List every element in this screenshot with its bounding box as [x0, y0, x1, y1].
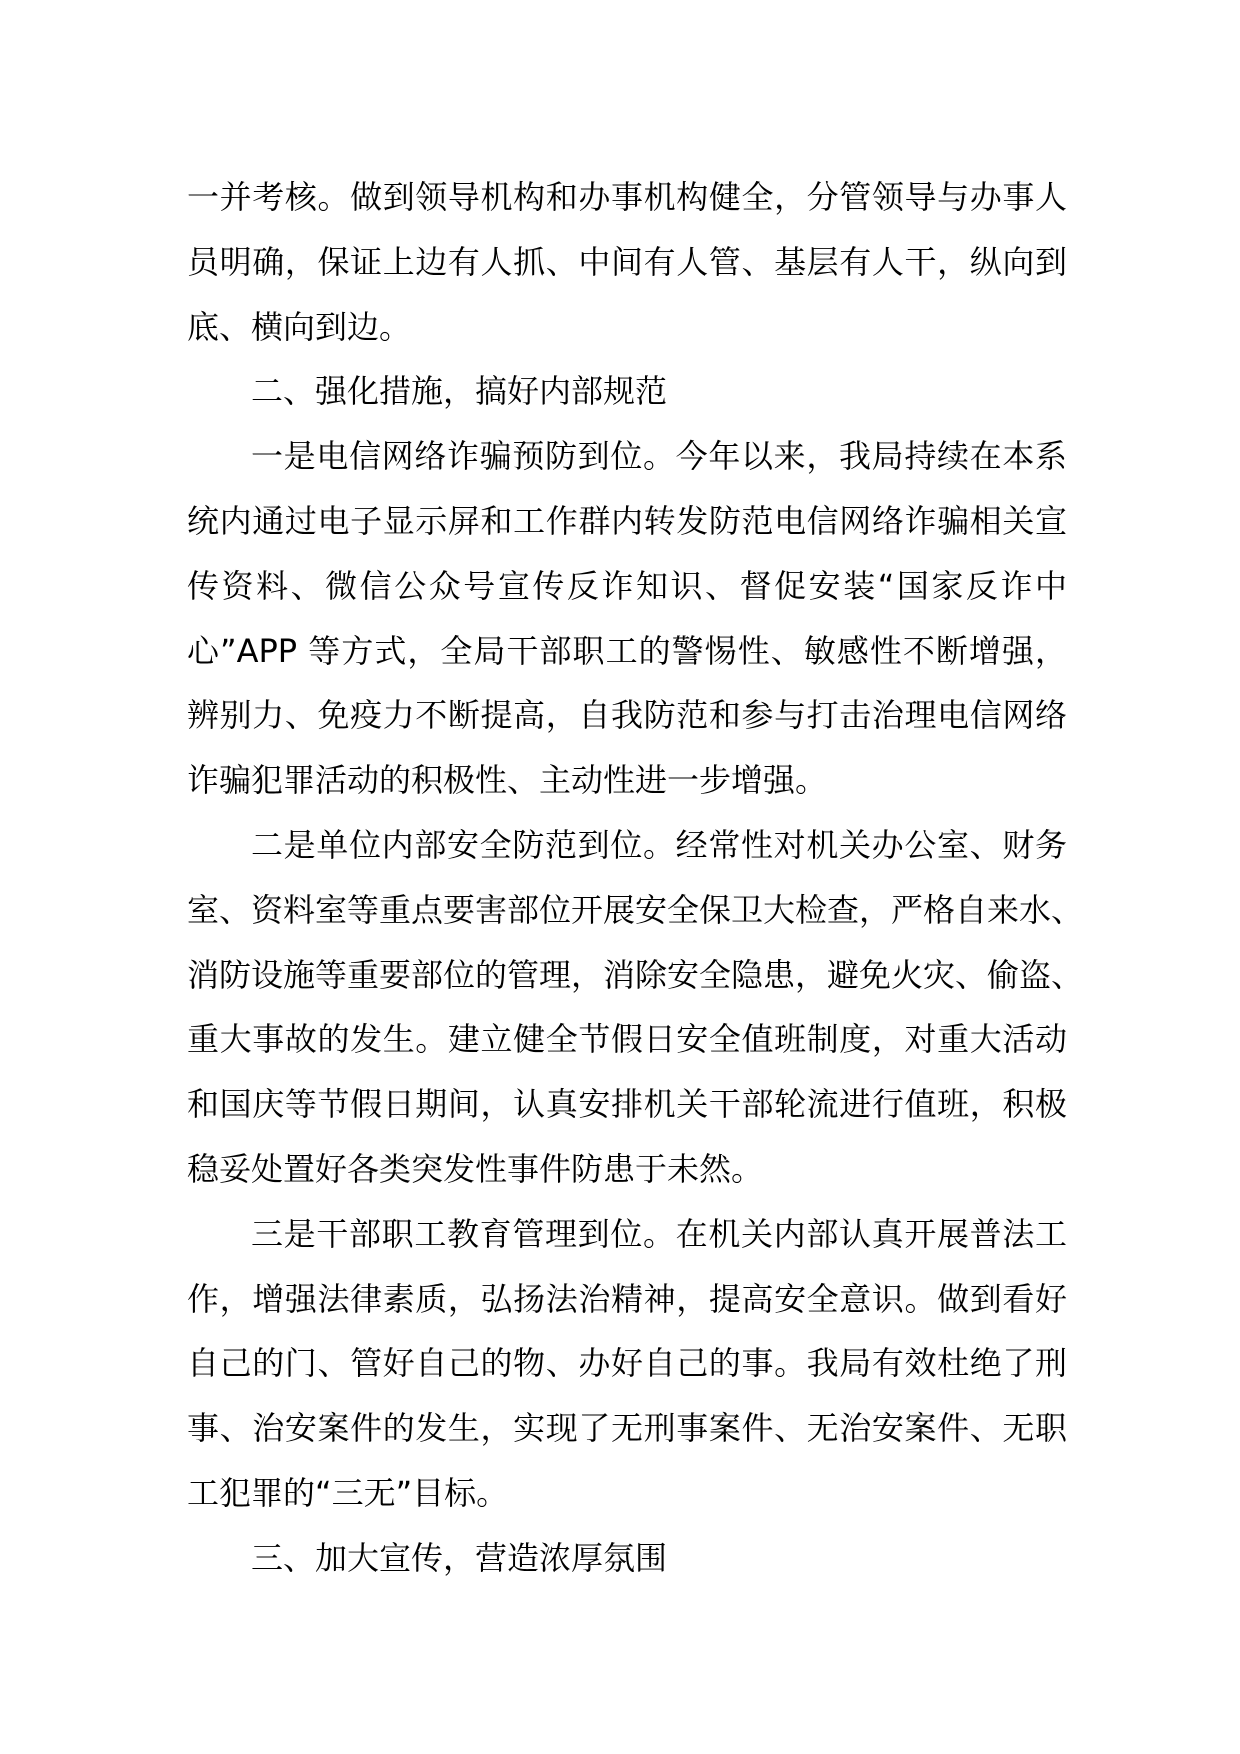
body-line: 员明确，保证上边有人抓、中间有人管、基层有人干，纵向到	[187, 242, 1067, 281]
paragraph-first-line: 一是电信网络诈骗预防到位。今年以来，我局持续在本系	[251, 437, 1067, 476]
paragraph-first-line: 二是单位内部安全防范到位。经常性对机关办公室、财务	[251, 825, 1067, 864]
document-body	[187, 165, 1084, 1591]
body-line: 辨别力、免疫力不断提高，自我防范和参与打击治理电信网络	[187, 696, 1067, 735]
body-line: 传资料、微信公众号宣传反诈知识、督促安装“国家反诈中	[187, 566, 1067, 605]
body-line: 消防设施等重要部位的管理，消除安全隐患，避免火灾、偷盗、	[187, 955, 1084, 994]
body-line: 底、横向到边。	[187, 307, 412, 346]
body-line: 和国庆等节假日期间，认真安排机关干部轮流进行值班，积极	[187, 1085, 1067, 1124]
body-line: 诈骗犯罪活动的积极性、主动性进一步增强。	[187, 761, 828, 800]
body-line: 心”APP 等方式，全局干部职工的警惕性、敏感性不断增强，	[187, 631, 1067, 670]
body-line: 稳妥处置好各类突发性事件防患于未然。	[187, 1149, 764, 1188]
paragraph-first-line: 三是干部职工教育管理到位。在机关内部认真开展普法工	[251, 1214, 1067, 1253]
body-line: 事、治安案件的发生，实现了无刑事案件、无治安案件、无职	[187, 1409, 1067, 1448]
body-line: 重大事故的发生。建立健全节假日安全值班制度，对重大活动	[187, 1020, 1067, 1059]
body-line: 统内通过电子显示屏和工作群内转发防范电信网络诈骗相关宣	[187, 501, 1067, 540]
body-line: 室、资料室等重点要害部位开展安全保卫大检查，严格自来水、	[187, 890, 1084, 929]
body-line: 工犯罪的“三无”目标。	[187, 1473, 509, 1512]
section-heading: 三、加大宣传，营造浓厚氛围	[251, 1538, 668, 1577]
body-line: 作，增强法律素质，弘扬法治精神，提高安全意识。做到看好	[187, 1279, 1067, 1318]
body-line: 自己的门、管好自己的物、办好自己的事。我局有效杜绝了刑	[187, 1344, 1067, 1383]
body-line: 一并考核。做到领导机构和办事机构健全，分管领导与办事人	[187, 178, 1067, 216]
section-heading: 二、强化措施，搞好内部规范	[251, 372, 668, 411]
